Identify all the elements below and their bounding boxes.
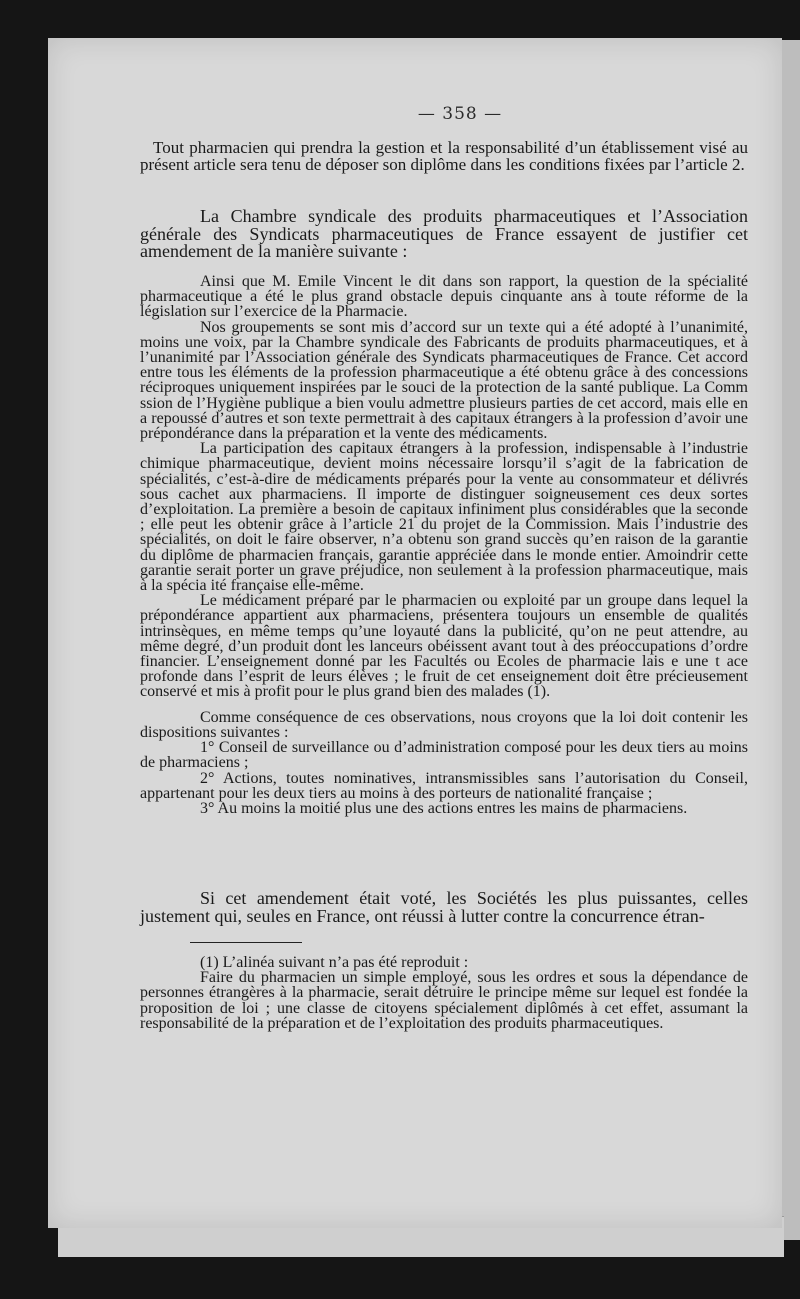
article-paragraph: [140, 140, 748, 173]
intro-text: La Chambre syndicale des produits pharmaceutiques et l’Association générale des Syndicats pharmaceutiques de France essayent de justifier cet amendement de la manière suivante :: [140, 206, 748, 261]
list-item: 2° Actions, toutes nominatives, intransmissibles sans l’autorisation du Conseil, appartenant pour les deux tiers au moins à des porteurs de nationalité française ;: [140, 769, 748, 802]
intro-paragraph: [140, 208, 748, 261]
quote-paragraph: Ainsi que M. Emile Vincent le dit dans son rapport, la question de la spécialité pharmaceutique a été le plus grand obstacle depuis cinquante ans à toute réforme de la législation sur l’exercice de la Pharmacie.: [140, 273, 748, 321]
closing-text: Si cet amendement était voté, les Sociétés les plus puissantes, celles justement qui, seules en France, ont réussi à lutter contre la concurrence étran-: [140, 888, 748, 926]
page-number: — 358 —: [417, 104, 503, 124]
list-item: 3° Au moins la moitié plus une des actions entres les mains de pharmaciens.: [200, 799, 688, 817]
footnote-rule: [190, 942, 302, 943]
quote-paragraph: Le médicament préparé par le pharmacien ou exploité par un groupe dans lequel la prépondérance appartient aux pharmaciens, présentera toujours un ensemble de qualités intrinsèques, en même temps qu’une loyauté dans la publicité, qu’on ne peut attendre, au même degré, d’un produit dont les lanceurs obéissent avant tout à des préoccupations d’ordre financier. L’enseignement donné par les Facultés ou Ecoles de pharmacie lais e une t ace profonde dans l’esprit de leurs élèves ; le fruit de cet enseignement doit être précieusement conservé et mis à profit pour le plus grand bien des malades (1).: [140, 592, 748, 701]
list-item: 1° Conseil de surveillance ou d’administration composé pour les deux tiers au moins de pharmaciens ;: [140, 739, 748, 772]
footnote-text: Faire du pharmacien un simple employé, sous les ordres et sous la dépendance de personnes étrangères à la pharmacie, serait détruire le principe même sur lequel est fondée la proposition de loi ; une classe de citoyens spécialement diplômés à cet effet, assumant la responsabilité de la préparation et de l’exploitation des produits pharmaceutiques.: [140, 969, 748, 1032]
quote-block: [140, 274, 748, 816]
article-text: Tout pharmacien qui prendra la gestion et la responsabilité d’un établissement visé au présent article sera tenu de déposer son diplôme dans les conditions fixées par l’article 2.: [140, 138, 748, 174]
footnote-marker: (1) L’alinéa suivant n’a pas été reproduit :: [200, 954, 469, 971]
quote-paragraph: Nos groupements se sont mis d’accord sur un texte qui a été adopté à l’unanimité, moins une voix, par la Chambre syndicale des Fabricants de produits pharmaceutiques, et à l’unanimité par l’Association générale des Syndicats pharmaceutiques de France. Cet accord entre tous les éléments de la profession pharmaceutique a été obtenu grâce à des concessions réciproques uniquement inspirées par le souci de la protection de la santé publique. La Comm ssion de l’Hygiène publique a bien voulu admettre plusieurs parties de cet accord, mais elle en a repoussé d’autres et son texte permettrait à des capitaux étrangers à la profession d’avoir une prépondérance dans la préparation et la vente des médicaments.: [140, 318, 748, 443]
quote-paragraph: Comme conséquence de ces observations, nous croyons que la loi doit contenir les dispositions suivantes :: [140, 708, 748, 741]
footnote: [140, 955, 748, 1031]
closing-paragraph: [140, 890, 748, 925]
quote-paragraph: La participation des capitaux étrangers à la profession, indispensable à l’industrie chimique pharmaceutique, devient moins nécessaire lorsqu’il s’agit de la fabrication de spécialités, c’est-à-dire de médicaments préparés pour la vente au consommateur et délivrés sous cachet aux pharmaciens. Il importe de distinguer soigneusement ces deux sortes d’exploitation. La première a besoin de capitaux infiniment plus considérables que la seconde ; elle peut les obtenir grâce à l’article 21 du projet de la Commission. Mais l’industrie des spécialités, on doit le faire observer, n’a obtenu son grand succès qu’en raison de la garantie du diplôme de pharmacien français, garantie appréciée dans le monde entier. Amoindrir cette garantie serait porter un grave préjudice, non seulement à la profession pharmaceutique, mais à la spécia ité française elle-même.: [140, 440, 748, 595]
